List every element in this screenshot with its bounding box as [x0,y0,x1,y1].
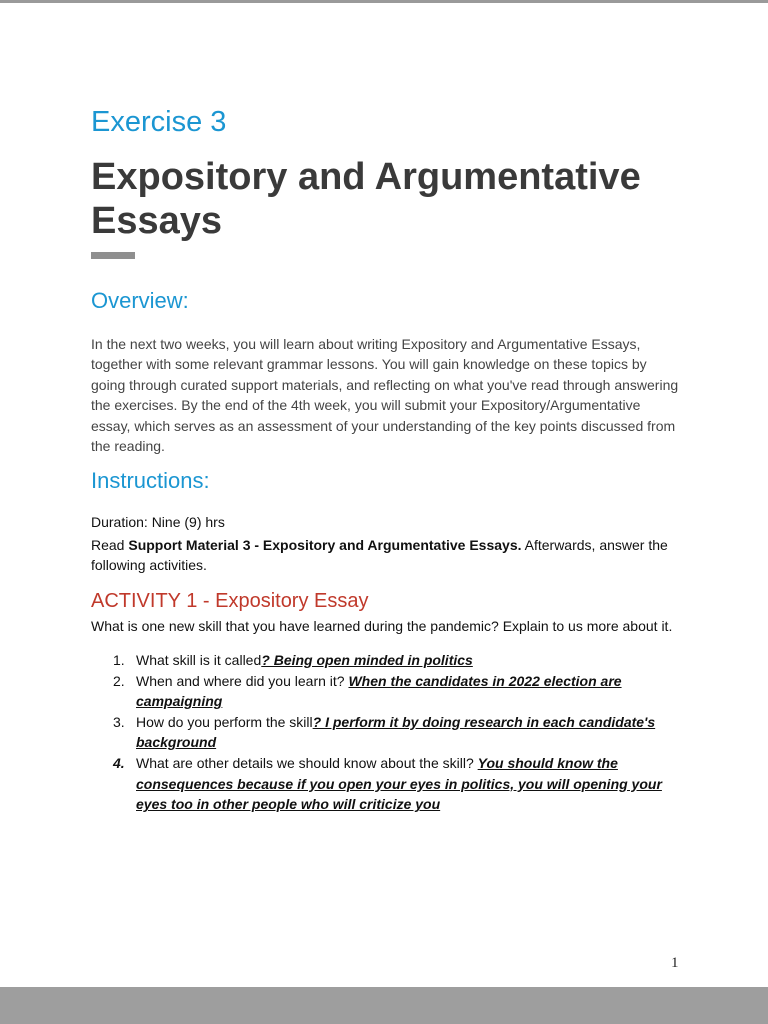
item-number: 2. [113,672,125,689]
duration-text: Duration: Nine (9) hrs [91,514,225,530]
item-question: How do you perform the skill [136,713,313,730]
read-instruction [91,535,681,576]
item-number: 3. [113,713,125,730]
read-suffix: Afterwards, answer the following activities. [91,537,668,574]
list-item [91,712,681,753]
item-number: 4. [113,754,125,771]
item-answer: You should know the consequences because if you open your eyes in politics, you will opening your eyes too in other people who will criticize you [136,754,662,813]
item-answer: ? Being open minded in politics [261,652,473,668]
top-border [0,0,768,3]
item-question: What skill is it called [136,652,262,668]
support-material-title: Support Material 3 - Expository and Argumentative Essays. [128,537,522,553]
list-item [91,650,681,671]
item-answer: When the candidates in 2022 election are campaigning [136,672,622,710]
page-title: Expository and Argumentative Essays [91,156,641,242]
instructions-heading: Instructions: [91,468,210,493]
item-question: What are other details we should know about the skill? [136,754,478,771]
item-question: When and where did you learn it? [136,672,349,689]
question-list [91,650,681,815]
read-prefix: Read [91,537,129,553]
overview-heading: Overview: [91,288,189,313]
page-number: 1 [671,955,679,971]
item-answer: ? I perform it by doing research in each candidate's background [136,713,656,751]
list-item [91,753,681,815]
item-number: 1. [113,652,125,668]
exercise-label: Exercise 3 [91,106,227,138]
bottom-bar [0,987,768,1024]
activity-question: What is one new skill that you have learned during the pandemic? Explain to us more about it. [91,618,673,634]
title-underline-bar [91,252,135,259]
overview-paragraph: In the next two weeks, you will learn about writing Expository and Argumentative Essays, together with some relevant grammar lessons. You will gain knowledge on these topics by going through curated support materials, and reflecting on what you've read through answering the exercises. By the end of the 4th week, you will submit your Expository/Argumentative essay, which serves as an assessment of your understanding of the key points discussed from the reading. [91,336,679,455]
list-item [91,671,681,712]
activity-heading: ACTIVITY 1 - Expository Essay [91,590,369,612]
